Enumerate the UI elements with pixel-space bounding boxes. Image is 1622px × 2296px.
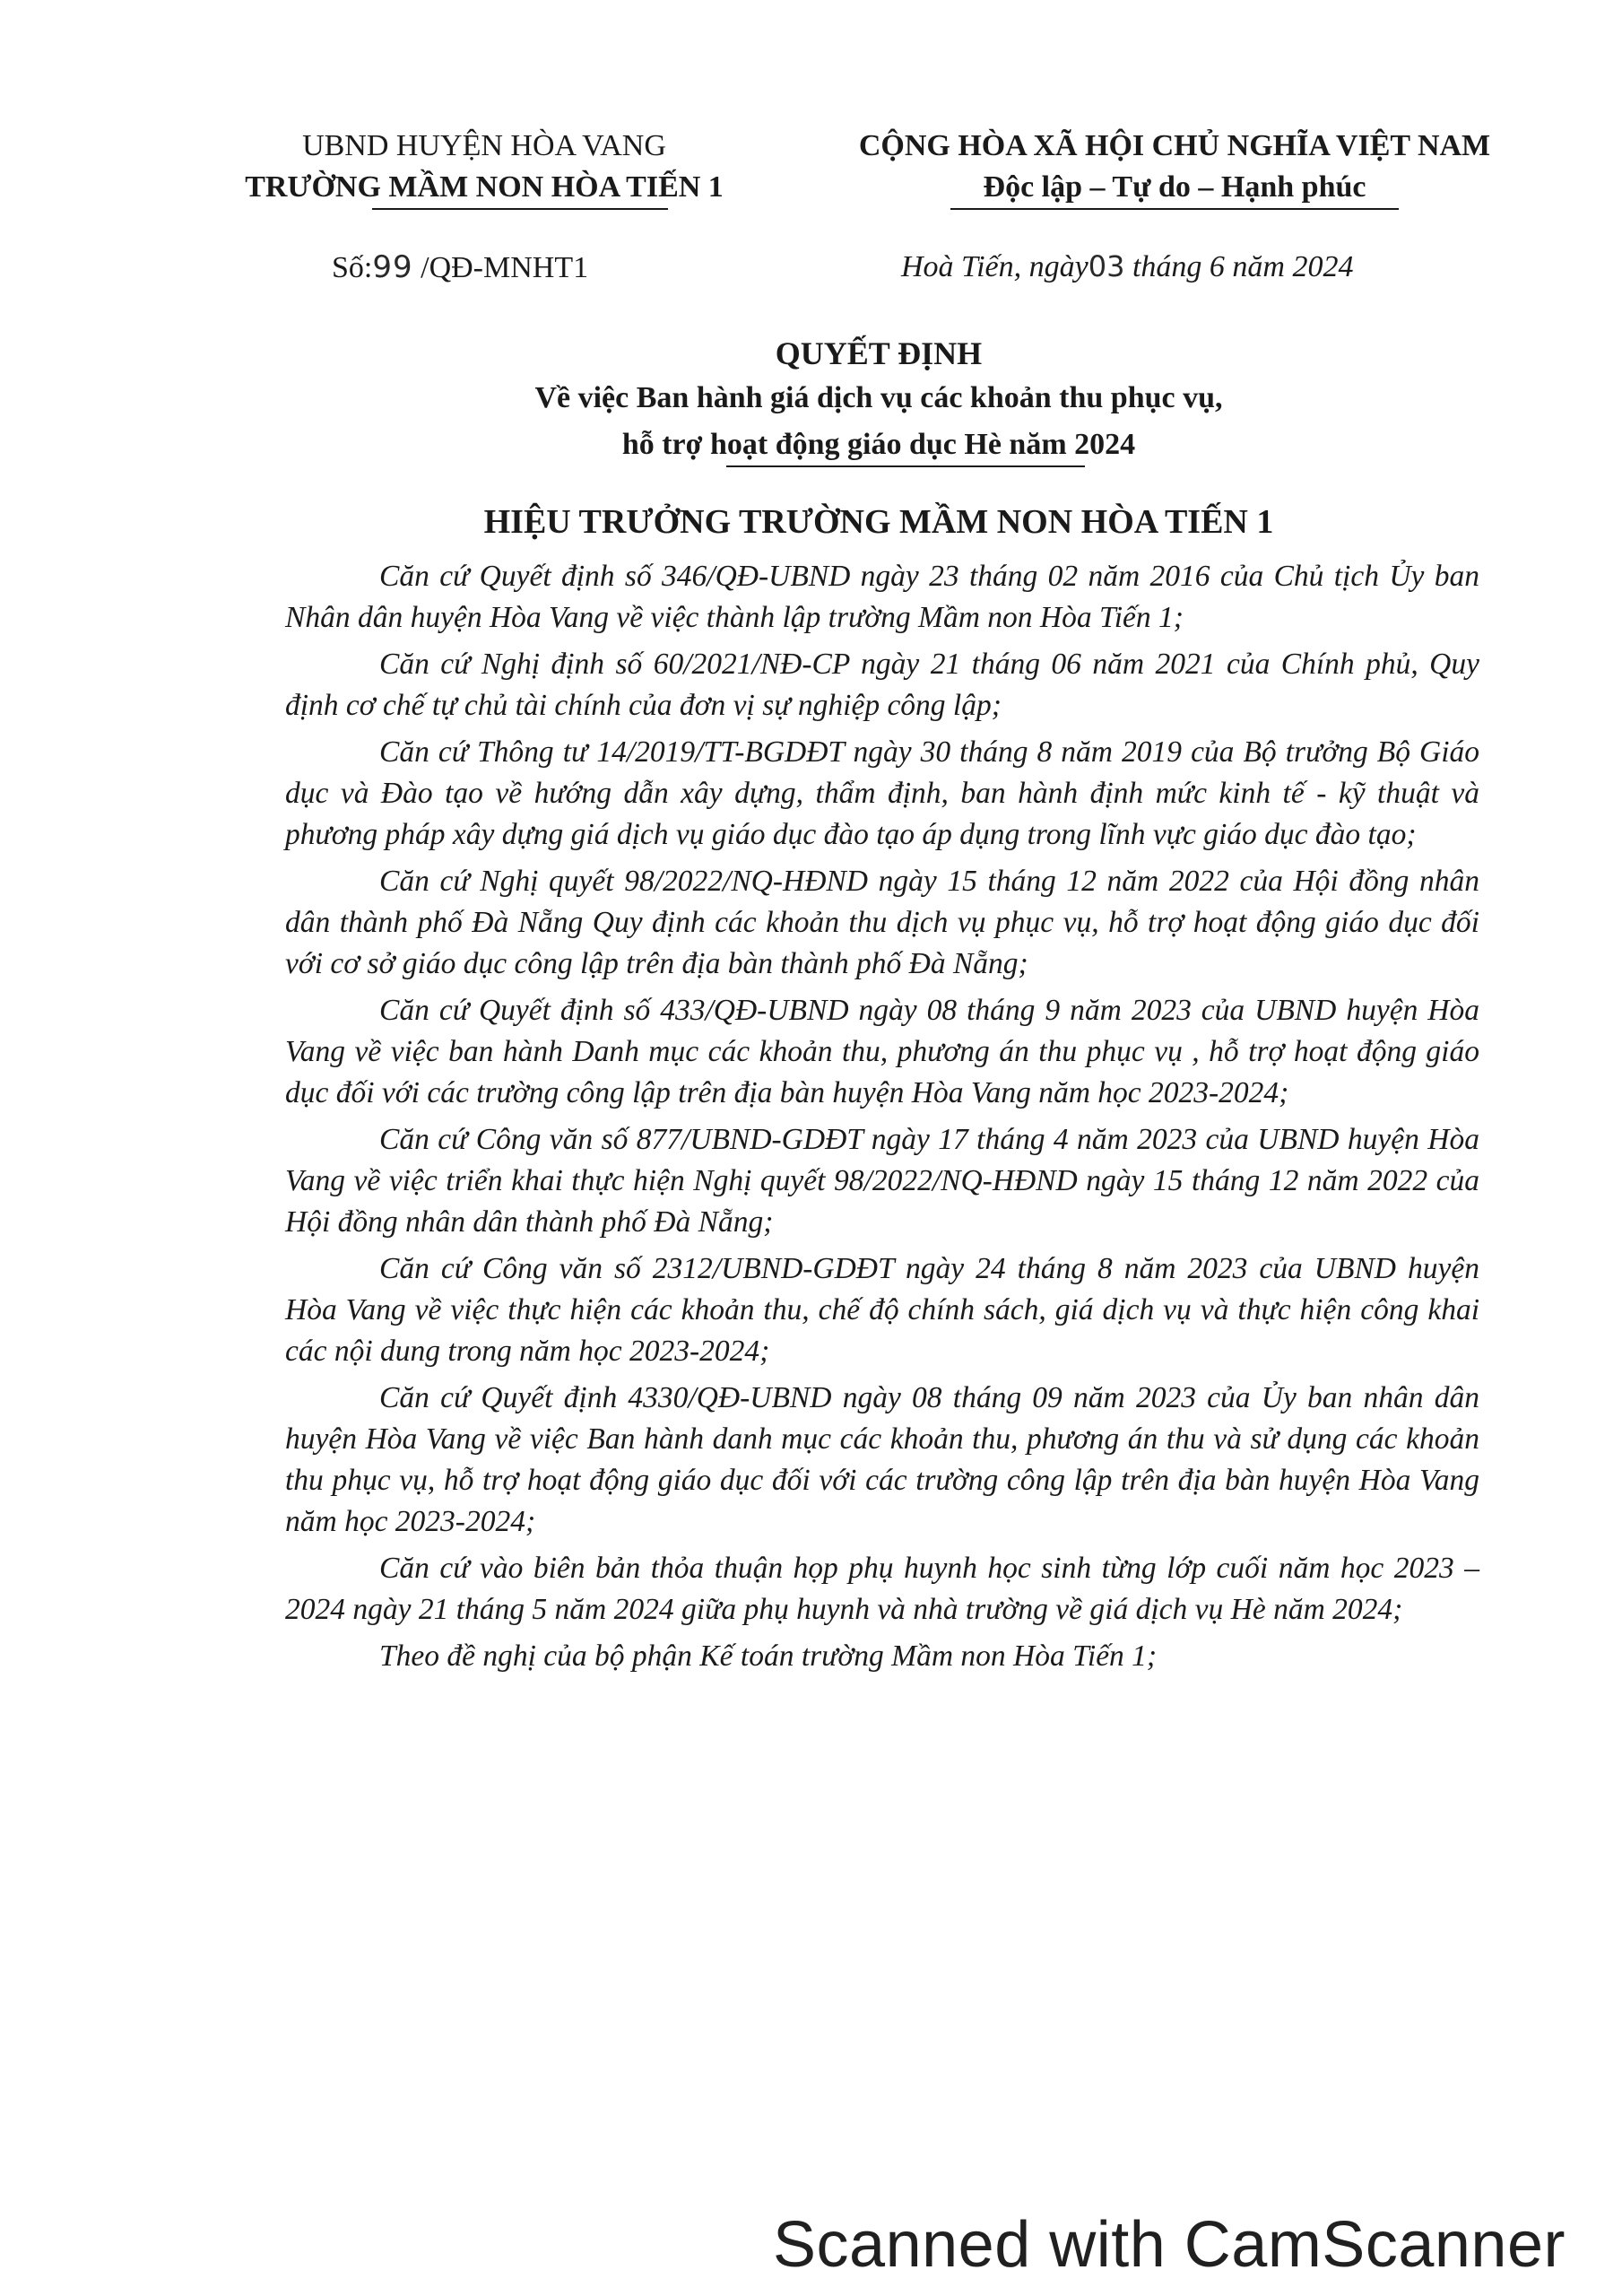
agency-underline bbox=[372, 208, 668, 210]
title-underline bbox=[726, 465, 1085, 467]
title-main: QUYẾT ĐỊNH bbox=[775, 335, 983, 371]
date-before: Hoà Tiến, ngày bbox=[901, 250, 1089, 283]
national-header bbox=[807, 126, 1542, 208]
scanner-watermark: Scanned with CamScanner bbox=[773, 2209, 1566, 2281]
motto-underline bbox=[950, 208, 1399, 210]
number-prefix: Số: bbox=[332, 251, 373, 284]
legal-basis-paragraph: Căn cứ Quyết định số 346/QĐ-UBND ngày 23 tháng 02 năm 2016 của Chủ tịch Ủy ban Nhân dân huyện Hòa Vang về việc thành lập trường Mầm non Hòa Tiến 1; bbox=[285, 560, 1479, 634]
document-number bbox=[332, 249, 588, 285]
legal-basis-paragraph: Căn cứ Nghị quyết 98/2022/NQ-HĐND ngày 15 tháng 12 năm 2022 của Hội đồng nhân dân thành phố Đà Nẵng Quy định các khoản thu dịch vụ phục vụ, hỗ trợ hoạt động giáo dục đối với cơ sở giáo dục công lập trên địa bàn thành phố Đà Nẵng; bbox=[285, 865, 1479, 980]
legal-basis-paragraph: Căn cứ Công văn số 877/UBND-GDĐT ngày 17 tháng 4 năm 2023 của UBND huyện Hòa Vang về việc triển khai thực hiện Nghị quyết 98/2022/NQ-HĐND ngày 15 tháng 12 năm 2022 của Hội đồng nhân dân thành phố Đà Nẵng; bbox=[285, 1123, 1479, 1239]
legal-basis-paragraph: Căn cứ Quyết định số 433/QĐ-UBND ngày 08 tháng 9 năm 2023 của UBND huyện Hòa Vang về việc ban hành Danh mục các khoản thu, phương án thu phục vụ , hỗ trợ hoạt động giáo dục đối với các trường công lập trên địa bàn huyện Hòa Vang năm học 2023-2024; bbox=[285, 994, 1479, 1109]
issue-date bbox=[901, 249, 1353, 284]
proposal-paragraph: Theo đề nghị của bộ phận Kế toán trường Mầm non Hòa Tiến 1; bbox=[379, 1639, 1158, 1673]
handwritten-day: 03 bbox=[1088, 249, 1125, 283]
decision-title bbox=[215, 332, 1542, 468]
legal-basis-paragraph: Căn cứ vào biên bản thỏa thuận họp phụ huynh học sinh từng lớp cuối năm học 2023 – 2024 ngày 21 tháng 5 năm 2024 giữa phụ huynh và nhà trường về giá dịch vụ Hè năm 2024; bbox=[285, 1552, 1479, 1626]
motto-line: Độc lập – Tự do – Hạnh phúc bbox=[983, 170, 1366, 204]
handwritten-number: 99 bbox=[372, 249, 413, 285]
legal-basis-paragraph: Căn cứ Thông tư 14/2019/TT-BGDĐT ngày 30 tháng 8 năm 2019 của Bộ trưởng Bộ Giáo dục và Đào tạo về hướng dẫn xây dựng, thẩm định, ban hành định mức kinh tế - kỹ thuật và phương pháp xây dựng giá dịch vụ giáo dục đào tạo áp dụng trong lĩnh vực giáo dục đào tạo; bbox=[285, 735, 1479, 851]
legal-basis-paragraph: Căn cứ Nghị định số 60/2021/NĐ-CP ngày 21 tháng 06 năm 2021 của Chính phủ, Quy định cơ chế tự chủ tài chính của đơn vị sự nghiệp công lập; bbox=[285, 648, 1479, 722]
date-after: tháng 6 năm 2024 bbox=[1124, 250, 1354, 283]
number-suffix: /QĐ-MNHT1 bbox=[412, 251, 589, 284]
title-sub-2: hỗ trợ hoạt động giáo dục Hè năm 2024 bbox=[621, 428, 1136, 461]
nation-line-1: CỘNG HÒA XÃ HỘI CHỦ NGHĨA VIỆT NAM bbox=[858, 129, 1491, 162]
legal-basis-paragraph: Căn cứ Công văn số 2312/UBND-GDĐT ngày 24 tháng 8 năm 2023 của UBND huyện Hòa Vang về việc thực hiện các khoản thu, chế độ chính sách, giá dịch vụ và thực hiện công khai các nội dung trong năm học 2023-2024; bbox=[285, 1252, 1479, 1368]
agency-line-2: TRƯỜNG MẦM NON HÒA TIẾN 1 bbox=[245, 170, 724, 204]
principal-heading: HIỆU TRƯỞNG TRƯỜNG MẦM NON HÒA TIẾN 1 bbox=[483, 503, 1274, 541]
agency-line-1: UBND HUYỆN HÒA VANG bbox=[302, 129, 666, 162]
issuing-agency bbox=[197, 126, 771, 208]
title-sub-1: Về việc Ban hành giá dịch vụ các khoản thu phục vụ, bbox=[534, 381, 1223, 414]
legal-basis bbox=[285, 556, 1479, 1683]
legal-basis-paragraph: Căn cứ Quyết định 4330/QĐ-UBND ngày 08 tháng 09 năm 2023 của Ủy ban nhân dân huyện Hòa Vang về việc Ban hành danh mục các khoản thu, phương án thu và sử dụng các khoản thu phục vụ, hỗ trợ hoạt động giáo dục đối với các trường công lập trên địa bàn huyện Hòa Vang năm học 2023-2024; bbox=[285, 1381, 1479, 1538]
